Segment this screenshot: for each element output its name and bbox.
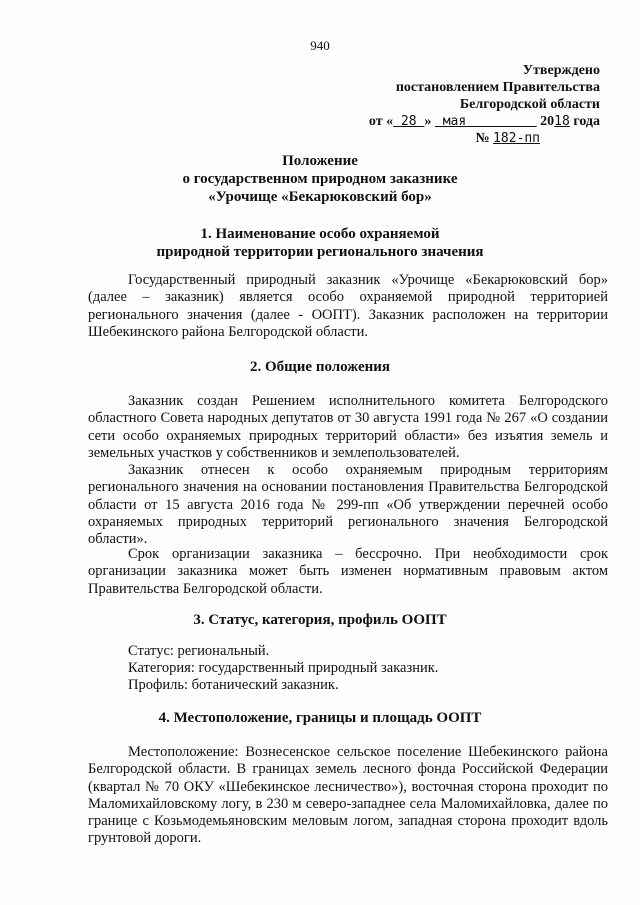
section-1-title-line-1: 1. Наименование особо охраняемой — [200, 226, 440, 242]
number-prefix: № — [475, 131, 490, 146]
profile-line: Профиль: ботанический заказник. — [128, 677, 339, 693]
date-prefix: от « — [368, 114, 394, 129]
section-2-paragraph-3: Срок организации заказника – бессрочно. При необходимости срок организации заказника может быть изменен нормативным правовым актом Правительства Белгородской области. — [88, 546, 608, 597]
section-1-paragraph: Государственный природный заказник «Урочище «Бекарюковский бор» (далее – заказник) является особо охраняемой природной территорией регионального значения (далее - ООПТ). Заказник расположен на территории Шебекинского района Белгородской области. — [88, 272, 608, 340]
section-3-title: 3. Статус, категория, профиль ООПТ — [193, 612, 447, 628]
approval-date — [360, 113, 600, 130]
approval-number — [360, 130, 600, 147]
approval-line-3: Белгородской области — [459, 97, 600, 112]
approval-line-1: Утверждено — [522, 63, 600, 78]
approval-line-2: постановлением Правительства — [395, 80, 600, 95]
date-mid: » — [424, 114, 432, 129]
status-line: Статус: региональный. — [128, 643, 270, 659]
section-4-paragraph: Местоположение: Вознесенское сельское поселение Шебекинского района Белгородской области. В границах земель лесного фонда Российской Федерации (квартал № 70 ОКУ «Шебекинское лесничество»), восточная сторона проходит по Маломихайловскому логу, в 230 м северо-западнее села Маломихайловка, далее по границе с Козьмодемьяновским меловым логом, западная сторона проходит вдоль грунтовой дороги. — [88, 744, 608, 847]
number-value: 182-пп — [493, 131, 540, 146]
section-2-title: 2. Общие положения — [249, 359, 391, 375]
date-month: мая — [442, 114, 467, 129]
date-year-suffix: 18 — [554, 114, 570, 129]
category-line: Категория: государственный природный заказник. — [128, 660, 439, 676]
section-2-paragraph-1: Заказник создан Решением исполнительного комитета Белгородского областного Совета народных депутатов от 30 августа 1991 года № 267 «О создании сети особо охраняемых природных территорий области» без изъятия земель и земельных участков у собственников и землепользователей. — [88, 393, 608, 461]
section-1-title-line-2: природной территории регионального значения — [156, 244, 484, 260]
section-4-title: 4. Местоположение, границы и площадь ООПТ — [158, 710, 482, 726]
date-year-word: года — [573, 114, 600, 129]
title-line-2: о государственном природном заказнике — [182, 171, 458, 187]
title-line-3: «Урочище «Бекарюковский бор» — [208, 189, 432, 205]
section-2-paragraph-2: Заказник отнесен к особо охраняемым природным территориям регионального значения на основании постановления Правительства Белгородской области от 15 августа 2016 года № 299-пп «Об утверждении перечней особо охраняемых природных территорий регионального значения Белгородской области». — [88, 462, 608, 548]
document-title — [0, 152, 640, 206]
section-1-title — [0, 225, 640, 261]
page-number: 940 — [310, 38, 330, 53]
date-day: 28 — [400, 114, 417, 129]
title-line-1: Положение — [282, 153, 358, 169]
approval-block — [360, 62, 600, 147]
date-year-prefix: 20 — [540, 114, 555, 129]
